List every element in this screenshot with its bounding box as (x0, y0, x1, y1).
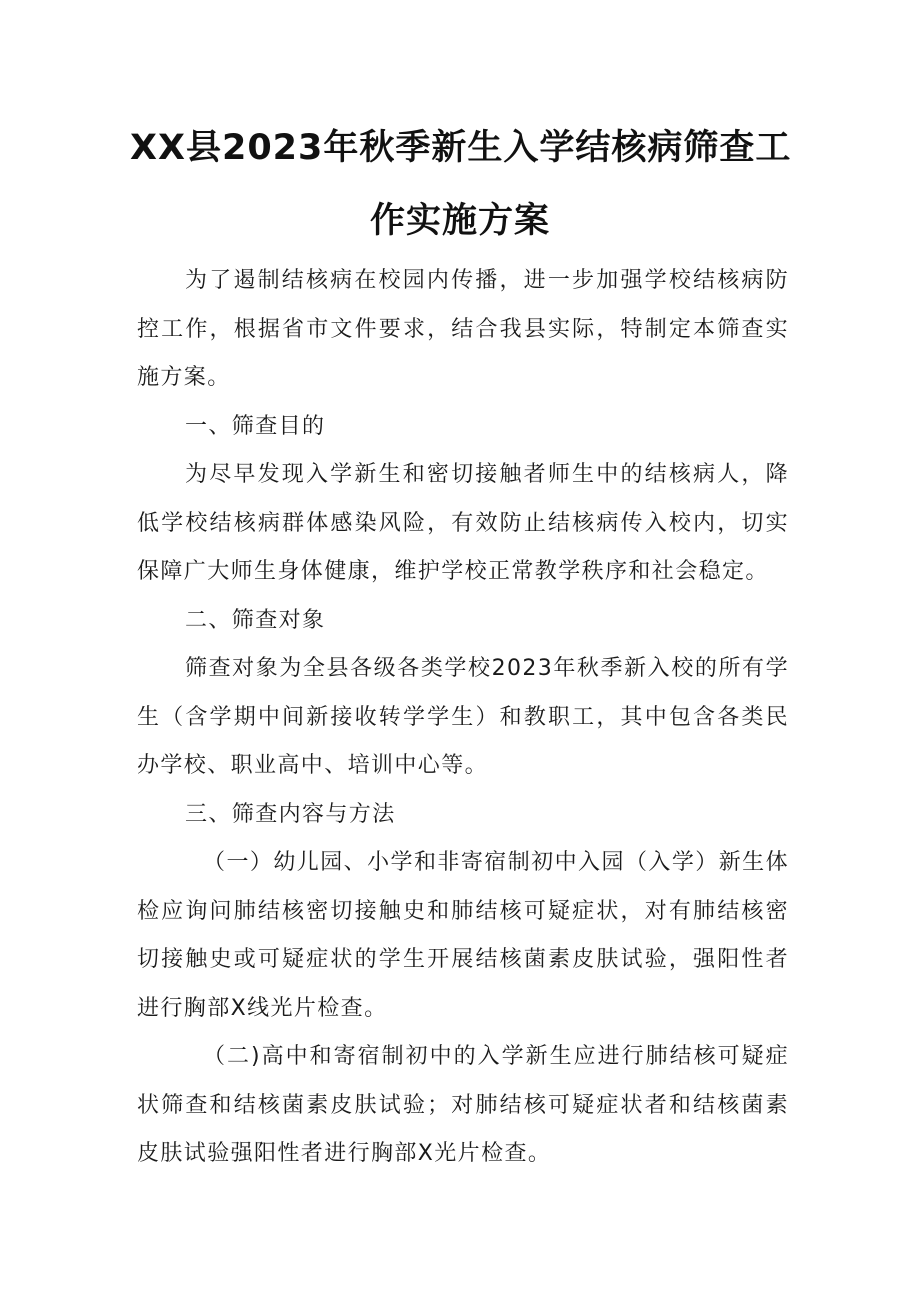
purpose-paragraph: 为尽早发现入学新生和密切接触者师生中的结核病人，降低学校结核病群体感染风险，有效防止结核病传入校内，切实保障广大师生身体健康，维护学校正常教学秩序和社会稳定。 (137, 462, 789, 584)
method-item-2-paragraph: （二)高中和寄宿制初中的入学新生应进行肺结核可疑症状筛查和结核菌素皮肤试验；对肺结核可疑症状者和结核菌素皮肤试验强阳性者进行胸部X光片检查。 (137, 1044, 789, 1166)
targets-paragraph: 筛查对象为全县各级各类学校2023年秋季新入校的所有学生（含学期中间新接收转学学生）和教职工，其中包含各类民办学校、职业高中、培训中心等。 (137, 656, 789, 778)
section-heading-purpose: 一、筛查目的 (185, 413, 326, 439)
section-heading-targets: 二、筛查对象 (185, 607, 326, 633)
document-title-line-1: XX县2023年秋季新生入学结核病筛查工 (130, 128, 792, 168)
section-heading-methods: 三、筛查内容与方法 (185, 801, 396, 827)
document-title-line-2: 作实施方案 (369, 201, 550, 241)
intro-paragraph: 为了遏制结核病在校园内传播，进一步加强学校结核病防控工作，根据省市文件要求，结合我县实际，特制定本筛查实施方案。 (137, 268, 789, 390)
method-item-1-paragraph: （一）幼儿园、小学和非寄宿制初中入园（入学）新生体检应询问肺结核密切接触史和肺结核可疑症状，对有肺结核密切接触史或可疑症状的学生开展结核菌素皮肤试验，强阳性者进行胸部X线光片检查。 (137, 850, 789, 1021)
document-body (137, 257, 789, 1179)
